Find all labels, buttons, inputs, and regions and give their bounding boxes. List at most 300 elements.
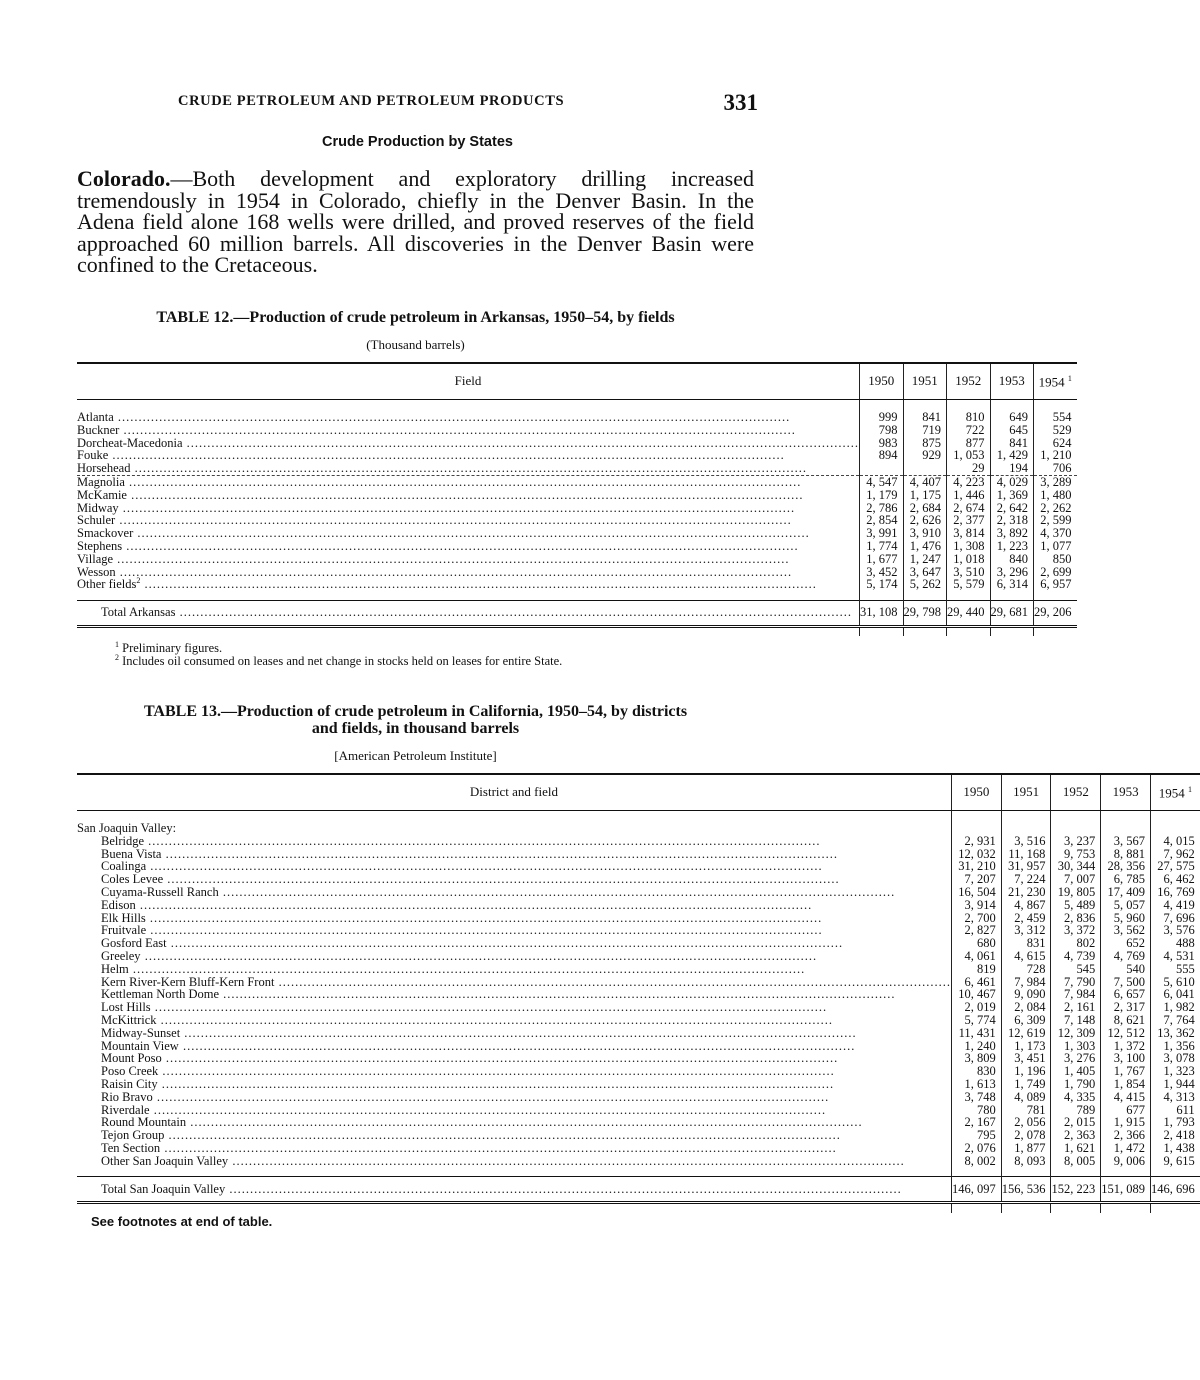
value-cell: 3, 100 [1101, 1052, 1151, 1065]
field-name: Stephens ..... [77, 539, 799, 553]
field-name-cell [77, 835, 951, 848]
value-cell: 1, 749 [1001, 1078, 1051, 1091]
row-spacer [77, 591, 1077, 600]
value-cell: 652 [1101, 937, 1151, 950]
value-cell: 7, 984 [1051, 988, 1101, 1001]
value-cell: 6, 314 [990, 578, 1034, 591]
field-name: Buena Vista ..... [77, 847, 838, 861]
table13-field-header: District and field [77, 774, 951, 810]
table12-year-header: 1952 [947, 363, 991, 399]
field-name: Mount Poso ..... [77, 1051, 838, 1065]
spacer-cell [1034, 591, 1077, 600]
field-name: Kettleman North Dome ..... [77, 987, 896, 1001]
value-cell: 3, 510 [947, 566, 991, 579]
value-cell: 2, 931 [951, 835, 1001, 848]
total-value-cell: 152, 223 [1051, 1177, 1101, 1203]
total-value-cell: 151, 089 [1101, 1177, 1151, 1203]
value-cell: 488 [1150, 937, 1199, 950]
table13-header-row [77, 774, 1200, 810]
value-cell: 3, 276 [1051, 1052, 1101, 1065]
value-cell: 2, 684 [903, 502, 947, 515]
value-cell: 2, 700 [951, 912, 1001, 925]
value-cell: 4, 370 [1034, 527, 1077, 540]
field-name: Tejon Group ..... [77, 1128, 841, 1142]
body-paragraph [77, 168, 754, 276]
value-cell: 6, 041 [1150, 988, 1199, 1001]
empty-cell [951, 822, 1001, 835]
value-cell: 1, 944 [1150, 1078, 1199, 1091]
field-name-cell [77, 1142, 951, 1155]
value-cell: 529 [1034, 424, 1077, 437]
value-cell: 1, 175 [903, 489, 947, 502]
value-cell: 4, 223 [947, 475, 991, 488]
value-cell: 4, 407 [903, 475, 947, 488]
value-cell: 999 [860, 411, 904, 424]
value-cell: 13, 362 [1150, 1027, 1199, 1040]
value-cell: 5, 610 [1150, 976, 1199, 989]
value-cell: 2, 599 [1034, 514, 1077, 527]
table-row [77, 1091, 1200, 1104]
value-cell: 7, 500 [1101, 976, 1151, 989]
row-spacer [77, 1168, 1200, 1177]
total-label: Total Arkansas ..... [77, 605, 852, 619]
value-cell: 2, 786 [860, 502, 904, 515]
value-cell: 2, 377 [947, 514, 991, 527]
value-cell: 1, 247 [903, 553, 947, 566]
total-value-cell: 29, 798 [903, 600, 947, 626]
value-cell: 6, 957 [1034, 578, 1077, 591]
value-cell: 8, 005 [1051, 1155, 1101, 1168]
field-name: Midway ..... [77, 501, 795, 515]
value-cell: 4, 335 [1051, 1091, 1101, 1104]
value-cell: 2, 699 [1034, 566, 1077, 579]
value-cell: 1, 854 [1101, 1078, 1151, 1091]
value-cell: 1, 476 [903, 540, 947, 553]
value-cell: 8, 881 [1101, 848, 1151, 861]
value-cell: 5, 057 [1101, 899, 1151, 912]
table-row [77, 1129, 1200, 1142]
field-name: Buckner ..... [77, 423, 796, 437]
spacer-cell [77, 591, 860, 600]
value-cell: 7, 696 [1150, 912, 1199, 925]
table-row [77, 578, 1077, 591]
value-cell: 677 [1101, 1104, 1151, 1117]
value-cell: 11, 168 [1001, 848, 1051, 861]
value-cell: 7, 764 [1150, 1014, 1199, 1027]
value-cell: 795 [951, 1129, 1001, 1142]
value-cell: 27, 575 [1150, 860, 1199, 873]
value-cell: 624 [1034, 437, 1077, 450]
value-cell: 1, 438 [1150, 1142, 1199, 1155]
value-cell: 2, 827 [951, 924, 1001, 937]
spacer-cell [860, 591, 904, 600]
value-cell: 1, 790 [1051, 1078, 1101, 1091]
field-name-cell [77, 1014, 951, 1027]
value-cell: 1, 308 [947, 540, 991, 553]
value-cell: 194 [990, 462, 1034, 475]
table12-caption: TABLE 12.—Production of crude petroleum in Arkansas, 1950–54, by fields [156, 309, 675, 326]
value-cell: 3, 289 [1034, 475, 1077, 488]
field-name-cell [77, 578, 860, 591]
value-cell: 9, 615 [1150, 1155, 1199, 1168]
value-cell: 4, 419 [1150, 899, 1199, 912]
district-row [77, 822, 1200, 835]
value-cell: 1, 053 [947, 449, 991, 462]
empty-cell [1001, 822, 1051, 835]
value-cell: 3, 748 [951, 1091, 1001, 1104]
value-cell: 2, 019 [951, 1001, 1001, 1014]
field-name: Fouke ..... [77, 448, 785, 462]
total-name-cell [77, 600, 860, 626]
value-cell: 5, 774 [951, 1014, 1001, 1027]
value-cell: 810 [947, 411, 991, 424]
value-cell: 611 [1150, 1104, 1199, 1117]
value-cell: 4, 015 [1150, 835, 1199, 848]
field-name: Village ..... [77, 552, 790, 566]
value-cell: 2, 626 [903, 514, 947, 527]
paragraph-runin: Colorado. [77, 166, 171, 191]
value-cell: 2, 078 [1001, 1129, 1051, 1142]
value-cell: 1, 446 [947, 489, 991, 502]
field-name: Gosford East ..... [77, 936, 843, 950]
value-cell: 1, 018 [947, 553, 991, 566]
value-cell: 7, 962 [1150, 848, 1199, 861]
field-name: Ten Section ..... [77, 1141, 837, 1155]
value-cell: 21, 230 [1001, 886, 1051, 899]
field-name: Fruitvale ..... [77, 923, 823, 937]
year-label: 1954 [1158, 785, 1185, 801]
value-cell: 8, 093 [1001, 1155, 1051, 1168]
value-cell: 4, 415 [1101, 1091, 1151, 1104]
field-name: Smackover ..... [77, 526, 810, 540]
table-row [77, 835, 1200, 848]
spacer-cell [951, 1168, 1001, 1177]
value-cell: 4, 739 [1051, 950, 1101, 963]
end-cell [860, 626, 904, 636]
value-cell: 8, 002 [951, 1155, 1001, 1168]
total-value-cell: 146, 696 [1150, 1177, 1199, 1203]
end-cell [1034, 626, 1077, 636]
value-cell: 6, 462 [1150, 873, 1199, 886]
value-cell: 1, 793 [1150, 1116, 1199, 1129]
field-name: Helm ..... [77, 962, 805, 976]
value-cell: 1, 372 [1101, 1040, 1151, 1053]
value-cell: 29 [947, 462, 991, 475]
value-cell: 9, 753 [1051, 848, 1101, 861]
end-cell [1001, 1203, 1051, 1213]
row-spacer [77, 810, 1200, 822]
value-cell: 30, 344 [1051, 860, 1101, 873]
value-cell: 4, 089 [1001, 1091, 1051, 1104]
value-cell: 2, 015 [1051, 1116, 1101, 1129]
empty-cell [1051, 822, 1101, 835]
value-cell: 28, 356 [1101, 860, 1151, 873]
value-cell: 4, 061 [951, 950, 1001, 963]
value-cell: 1, 877 [1001, 1142, 1051, 1155]
value-cell: 1, 472 [1101, 1142, 1151, 1155]
value-cell: 5, 262 [903, 578, 947, 591]
value-cell: 2, 854 [860, 514, 904, 527]
value-cell: 781 [1001, 1104, 1051, 1117]
value-cell: 1, 774 [860, 540, 904, 553]
value-cell: 4, 313 [1150, 1091, 1199, 1104]
field-name-cell [77, 950, 951, 963]
field-name-cell [77, 1155, 951, 1168]
value-cell: 1, 240 [951, 1040, 1001, 1053]
value-cell: 2, 161 [1051, 1001, 1101, 1014]
table13 [77, 773, 1200, 1213]
field-name-cell [77, 1027, 951, 1040]
value-cell: 1, 982 [1150, 1001, 1199, 1014]
footnote-mark: 1 [1187, 785, 1192, 795]
spacer-cell [1101, 1168, 1151, 1177]
value-cell: 798 [860, 424, 904, 437]
value-cell: 1, 303 [1051, 1040, 1101, 1053]
table-row [77, 475, 1077, 488]
running-head [178, 90, 758, 114]
value-cell: 1, 356 [1150, 1040, 1199, 1053]
field-name-cell [77, 963, 951, 976]
value-cell: 5, 489 [1051, 899, 1101, 912]
spacer-cell [1150, 1168, 1199, 1177]
value-cell: 6, 657 [1101, 988, 1151, 1001]
value-cell: 2, 262 [1034, 502, 1077, 515]
value-cell: 830 [951, 1065, 1001, 1078]
spacer-cell [1001, 1168, 1051, 1177]
value-cell: 2, 836 [1051, 912, 1101, 925]
table13-body [77, 810, 1200, 1213]
end-cell [990, 626, 1034, 636]
value-cell: 2, 459 [1001, 912, 1051, 925]
value-cell: 840 [990, 553, 1034, 566]
value-cell: 2, 076 [951, 1142, 1001, 1155]
value-cell: 1, 223 [990, 540, 1034, 553]
value-cell: 983 [860, 437, 904, 450]
spacer-cell [947, 591, 991, 600]
end-cell [1051, 1203, 1101, 1213]
field-name: Raisin City ..... [77, 1077, 834, 1091]
end-cell [947, 626, 991, 636]
footnote [115, 652, 563, 668]
value-cell: 540 [1101, 963, 1151, 976]
value-cell: 3, 914 [951, 899, 1001, 912]
field-name: Schuler ..... [77, 513, 792, 527]
value-cell: 7, 984 [1001, 976, 1051, 989]
value-cell: 728 [1001, 963, 1051, 976]
field-name: Midway-Sunset ..... [77, 1026, 857, 1040]
spacer-cell [903, 591, 947, 600]
footnote-text: Preliminary figures. [122, 641, 223, 655]
value-cell: 554 [1034, 411, 1077, 424]
field-name: McKamie ..... [77, 488, 803, 502]
value-cell: 1, 677 [860, 553, 904, 566]
table12 [77, 362, 1077, 636]
value-cell: 3, 892 [990, 527, 1034, 540]
field-name: Rio Bravo ..... [77, 1090, 829, 1104]
table13-caption-line2: and fields, in thousand barrels [311, 720, 520, 737]
value-cell: 841 [990, 437, 1034, 450]
end-cell [77, 626, 860, 636]
value-cell: 545 [1051, 963, 1101, 976]
value-cell: 16, 769 [1150, 886, 1199, 899]
field-name: Lost Hills ..... [77, 1000, 827, 1014]
value-cell: 3, 991 [860, 527, 904, 540]
table13-caption-line1: TABLE 13.—Production of crude petroleum in California, 1950–54, by districts [143, 703, 688, 720]
table-row [77, 1027, 1200, 1040]
table-row [77, 1078, 1200, 1091]
value-cell: 5, 579 [947, 578, 991, 591]
field-name: Belridge ..... [77, 834, 821, 848]
value-cell: 7, 207 [951, 873, 1001, 886]
value-cell: 3, 452 [860, 566, 904, 579]
value-cell: 719 [903, 424, 947, 437]
value-cell: 1, 613 [951, 1078, 1001, 1091]
field-name: McKittrick ..... [77, 1013, 833, 1027]
value-cell: 12, 309 [1051, 1027, 1101, 1040]
value-cell: 877 [947, 437, 991, 450]
total-row [77, 1177, 1200, 1203]
value-cell: 6, 785 [1101, 873, 1151, 886]
field-name-cell [77, 462, 860, 475]
value-cell: 1, 767 [1101, 1065, 1151, 1078]
table12-year-header: 1951 [903, 363, 947, 399]
value-cell: 5, 174 [860, 578, 904, 591]
value-cell: 3, 516 [1001, 835, 1051, 848]
value-cell: 802 [1051, 937, 1101, 950]
field-name: Wesson ..... [77, 565, 792, 579]
field-name: Greeley ..... [77, 949, 817, 963]
value-cell: 1, 323 [1150, 1065, 1199, 1078]
value-cell: 3, 814 [947, 527, 991, 540]
value-cell: 1, 077 [1034, 540, 1077, 553]
table-end-rule [77, 626, 1077, 636]
footnote-mark: 1 [1067, 374, 1072, 384]
value-cell: 850 [1034, 553, 1077, 566]
value-cell: 2, 084 [1001, 1001, 1051, 1014]
table13-subtitle: [American Petroleum Institute] [334, 748, 497, 763]
value-cell: 1, 369 [990, 489, 1034, 502]
spacer-cell [1051, 810, 1101, 822]
value-cell: 3, 237 [1051, 835, 1101, 848]
value-cell: 7, 148 [1051, 1014, 1101, 1027]
value-cell: 4, 531 [1150, 950, 1199, 963]
table13-year-header: 1952 [1051, 774, 1101, 810]
value-cell: 12, 032 [951, 848, 1001, 861]
table-row [77, 1155, 1200, 1168]
running-title: CRUDE PETROLEUM AND PETROLEUM PRODUCTS [178, 93, 565, 109]
field-name: Other San Joaquin Valley ..... [77, 1154, 905, 1168]
spacer-cell [990, 591, 1034, 600]
table12-year-header: 1953 [990, 363, 1034, 399]
value-cell: 12, 512 [1101, 1027, 1151, 1040]
table12-year-header-1954 [1034, 363, 1077, 399]
value-cell: 3, 576 [1150, 924, 1199, 937]
empty-cell [1101, 822, 1151, 835]
field-name: Mountain View ..... [77, 1039, 855, 1053]
total-value-cell: 31, 108 [860, 600, 904, 626]
value-cell: 2, 056 [1001, 1116, 1051, 1129]
field-name-cell [77, 1129, 951, 1142]
table-end-rule [77, 1203, 1200, 1213]
value-cell: 722 [947, 424, 991, 437]
value-cell: 3, 312 [1001, 924, 1051, 937]
field-name: Elk Hills ..... [77, 911, 822, 925]
field-name: Coles Levee ..... [77, 872, 840, 886]
end-cell [77, 1203, 951, 1213]
paragraph-text: —Both development and exploratory drilling increased tremendously in 1954 in Colorado, chiefly in the Denver Basin. In the Adena field alone 168 wells were drilled, and proved reserves of the field approached 60 million barrels. All discoveries in the Denver Basin were confined to the Cretaceous. [77, 166, 754, 277]
value-cell: 841 [903, 411, 947, 424]
table13-year-header: 1950 [951, 774, 1001, 810]
spacer-cell [1001, 810, 1051, 822]
end-cell [1101, 1203, 1151, 1213]
field-name: Atlanta ..... [77, 410, 790, 424]
field-name-cell [77, 475, 860, 488]
value-cell: 7, 224 [1001, 873, 1051, 886]
total-value-cell: 29, 681 [990, 600, 1034, 626]
value-cell: 3, 910 [903, 527, 947, 540]
table13-year-header-1954 [1150, 774, 1199, 810]
field-name: Kern River-Kern Bluff-Kern Front ..... [77, 975, 951, 989]
value-cell: 2, 366 [1101, 1129, 1151, 1142]
total-value-cell: 29, 440 [947, 600, 991, 626]
value-cell: 1, 405 [1051, 1065, 1101, 1078]
table12-field-header: Field [77, 363, 860, 399]
value-cell: 4, 547 [860, 475, 904, 488]
value-cell [903, 462, 947, 475]
value-cell: 929 [903, 449, 947, 462]
value-cell: 1, 173 [1001, 1040, 1051, 1053]
value-cell: 706 [1034, 462, 1077, 475]
value-cell: 894 [860, 449, 904, 462]
value-cell: 819 [951, 963, 1001, 976]
spacer-cell [951, 810, 1001, 822]
field-name: Coalinga ..... [77, 859, 823, 873]
value-cell: 4, 769 [1101, 950, 1151, 963]
field-name: Dorcheat-Macedonia ..... [77, 436, 859, 450]
value-cell: 16, 504 [951, 886, 1001, 899]
spacer-cell [77, 1168, 951, 1177]
footnote-mark: 1 [115, 639, 119, 649]
value-cell: 19, 805 [1051, 886, 1101, 899]
total-value-cell: 146, 097 [951, 1177, 1001, 1203]
value-cell: 555 [1150, 963, 1199, 976]
spacer-cell [77, 810, 951, 822]
value-cell: 4, 615 [1001, 950, 1051, 963]
value-cell: 2, 363 [1051, 1129, 1101, 1142]
table-row [77, 1014, 1200, 1027]
field-name: Riverdale ..... [77, 1103, 826, 1117]
value-cell: 3, 567 [1101, 835, 1151, 848]
value-cell: 780 [951, 1104, 1001, 1117]
value-cell: 2, 318 [990, 514, 1034, 527]
end-cell [1150, 1203, 1199, 1213]
value-cell: 8, 621 [1101, 1014, 1151, 1027]
value-cell: 11, 431 [951, 1027, 1001, 1040]
value-cell: 31, 957 [1001, 860, 1051, 873]
value-cell: 3, 372 [1051, 924, 1101, 937]
table12-body [77, 399, 1077, 636]
field-name-cell [77, 899, 951, 912]
table13-year-header: 1953 [1101, 774, 1151, 810]
field-name: Edison ..... [77, 898, 812, 912]
table-row [77, 1142, 1200, 1155]
table13-caption [77, 703, 754, 737]
value-cell: 2, 674 [947, 502, 991, 515]
table12-header-row [77, 363, 1077, 399]
value-cell: 1, 179 [860, 489, 904, 502]
dot-leader [140, 577, 817, 591]
value-cell: 1, 429 [990, 449, 1034, 462]
